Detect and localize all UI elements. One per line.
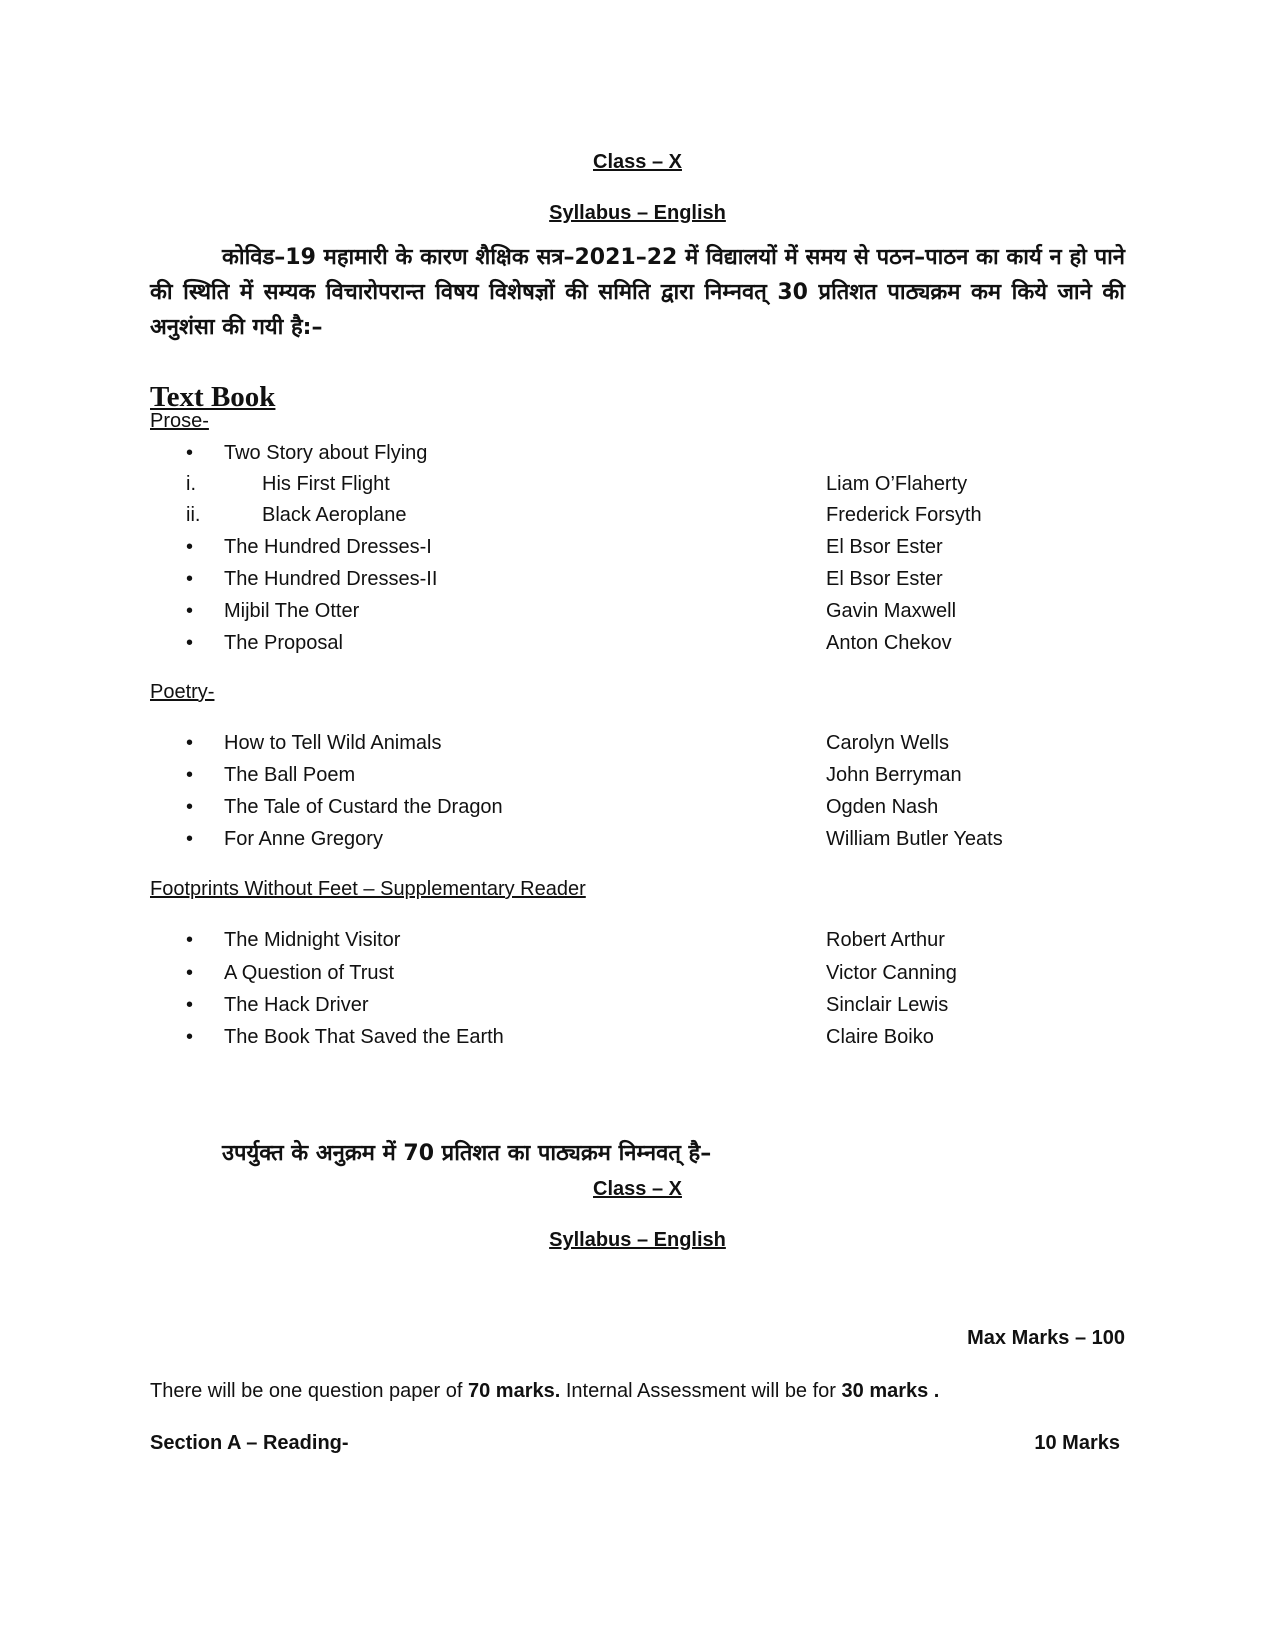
item-author: Victor Canning <box>826 962 957 984</box>
item-title: How to Tell Wild Animals <box>224 732 442 754</box>
continuation-text: उपर्युक्त के अनुक्रम में 70 प्रतिशत का पाठ्यक्रम निम्नवत् है– <box>222 1141 712 1166</box>
item-title: The Ball Poem <box>224 764 356 786</box>
item-author: El Bsor Ester <box>826 568 943 590</box>
item-author: Liam O’Flaherty <box>826 473 968 495</box>
item-title: The Book That Saved the Earth <box>224 1026 504 1048</box>
bullet-icon: • <box>186 1026 194 1048</box>
item-title: The Hack Driver <box>224 994 369 1016</box>
intro-paragraph: कोविड–19 महामारी के कारण शैक्षिक सत्र–2021–22 में विद्यालयों में समय से पठन–पाठन का कार्य न हो पाने की स्थिति में सम्यक विचारोपरान्त विषय विशेषज्ञों की समिति द्वारा निम्नवत् 30 प्रतिशत पाठ्यक्रम कम किये जाने की अनुशंसा की गयी है:– <box>150 245 1125 340</box>
list-item <box>150 600 1125 630</box>
bullet-icon: • <box>186 536 194 558</box>
syllabus-title: Syllabus – English <box>549 202 726 224</box>
syllabus-title-2: Syllabus – English <box>549 1229 726 1251</box>
item-author: Claire Boiko <box>826 1026 934 1048</box>
poetry-heading: Poetry- <box>150 681 215 703</box>
bullet-icon: • <box>186 632 194 654</box>
list-numeral: ii. <box>186 504 201 526</box>
bullet-icon: • <box>186 568 194 590</box>
section-a-label: Section A – Reading- <box>150 1432 349 1454</box>
list-item <box>150 828 1125 858</box>
item-title: His First Flight <box>262 473 390 495</box>
list-item <box>150 929 1125 959</box>
bullet-icon: • <box>186 828 194 850</box>
item-title: For Anne Gregory <box>224 828 383 850</box>
list-item <box>150 796 1125 826</box>
item-author: Carolyn Wells <box>826 732 949 754</box>
bullet-icon: • <box>186 442 194 464</box>
bullet-icon: • <box>186 732 194 754</box>
item-title: The Hundred Dresses-II <box>224 568 438 590</box>
item-author: Robert Arthur <box>826 929 945 951</box>
list-item <box>150 473 1125 503</box>
item-author: Anton Chekov <box>826 632 952 654</box>
section-a-marks: 10 Marks <box>1034 1432 1120 1454</box>
list-item <box>150 994 1125 1024</box>
list-item <box>150 632 1125 662</box>
item-title: Two Story about Flying <box>224 442 428 464</box>
bullet-icon: • <box>186 796 194 818</box>
prose-heading: Prose- <box>150 410 209 432</box>
list-item <box>150 568 1125 598</box>
list-item <box>150 504 1125 534</box>
qp-text-2: Internal Assessment will be for <box>560 1380 842 1402</box>
question-paper-note <box>150 1380 939 1403</box>
qp-marks-70: 70 marks. <box>467 1380 561 1402</box>
bullet-icon: • <box>186 929 194 951</box>
supplementary-heading: Footprints Without Feet – Supplementary Reader <box>150 878 586 900</box>
bullet-icon: • <box>186 962 194 984</box>
bullet-icon: • <box>186 764 194 786</box>
item-title: A Question of Trust <box>224 962 395 984</box>
class-title-2: Class – X <box>593 1178 682 1200</box>
item-author: Sinclair Lewis <box>826 994 949 1016</box>
list-item <box>150 536 1125 566</box>
list-item <box>150 442 1125 472</box>
item-author: John Berryman <box>826 764 962 786</box>
bullet-icon: • <box>186 600 194 622</box>
qp-text-1: There will be one question paper of <box>150 1380 468 1402</box>
list-item <box>150 962 1125 992</box>
qp-marks-30: 30 marks . <box>841 1380 940 1402</box>
text-book-heading: Text Book <box>150 381 276 413</box>
item-title: The Midnight Visitor <box>224 929 401 951</box>
list-item <box>150 764 1125 794</box>
item-author: William Butler Yeats <box>826 828 1003 850</box>
bullet-icon: • <box>186 994 194 1016</box>
item-title: Mijbil The Otter <box>224 600 360 622</box>
item-title: The Hundred Dresses-I <box>224 536 432 558</box>
list-item <box>150 732 1125 762</box>
list-numeral: i. <box>186 473 196 495</box>
item-title: Black Aeroplane <box>262 504 407 526</box>
class-title: Class – X <box>593 151 682 173</box>
item-title: The Tale of Custard the Dragon <box>224 796 503 818</box>
item-title: The Proposal <box>224 632 343 654</box>
max-marks: Max Marks – 100 <box>967 1327 1125 1349</box>
item-author: Frederick Forsyth <box>826 504 982 526</box>
item-author: El Bsor Ester <box>826 536 943 558</box>
list-item <box>150 1026 1125 1056</box>
item-author: Ogden Nash <box>826 796 939 818</box>
item-author: Gavin Maxwell <box>826 600 957 622</box>
